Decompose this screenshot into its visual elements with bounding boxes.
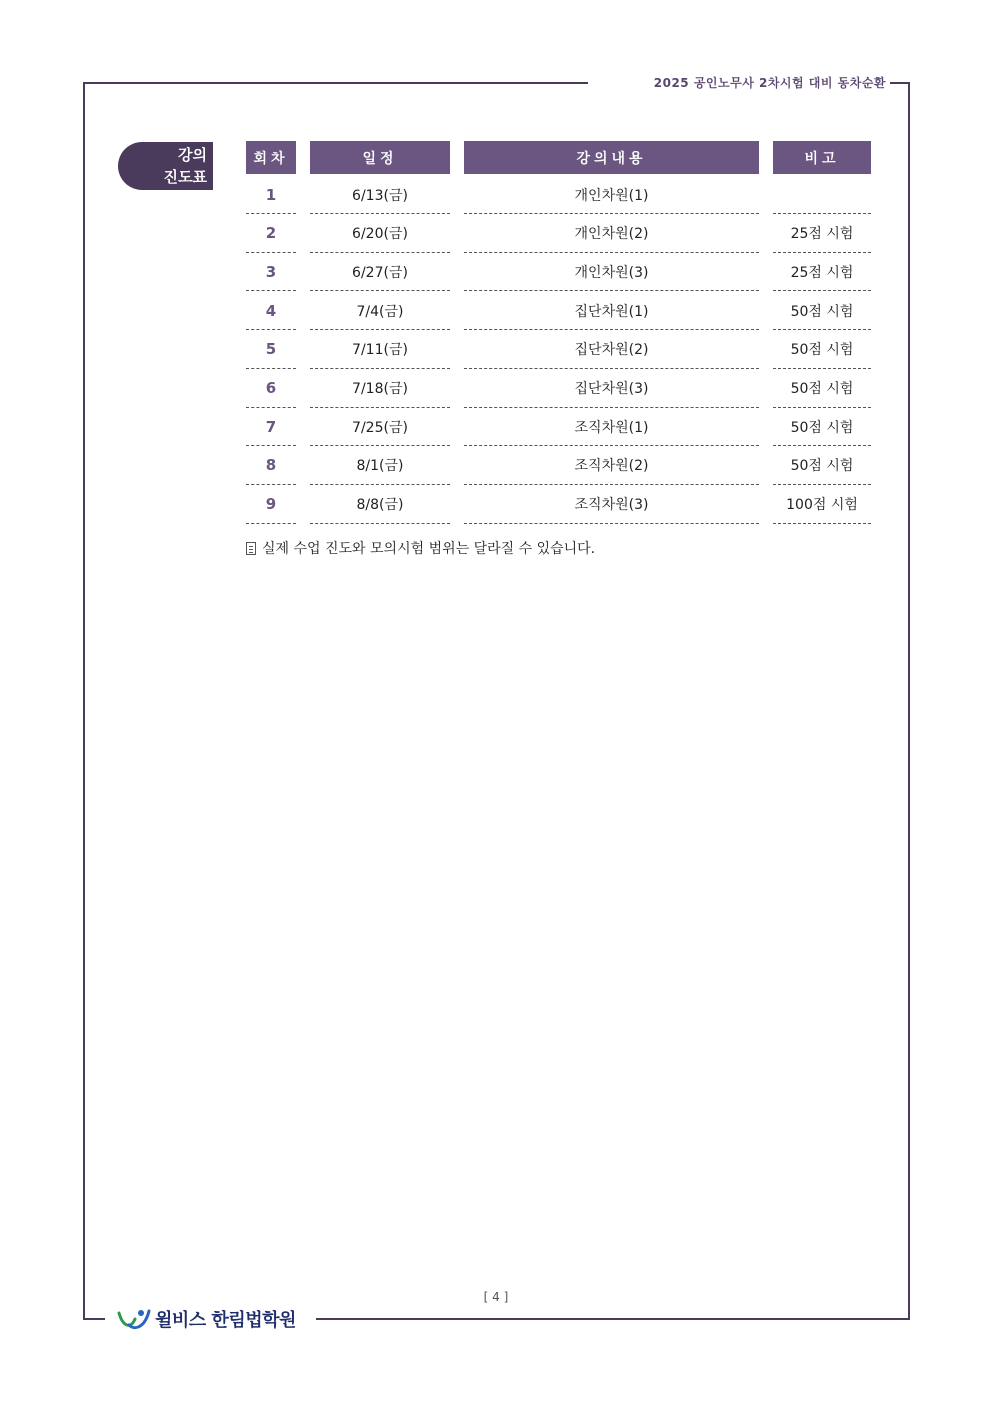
round-cell: 7	[246, 408, 296, 446]
round-cell: 5	[246, 331, 296, 369]
logo	[117, 1306, 296, 1332]
frame-right	[908, 82, 910, 1320]
round-cell: 2	[246, 215, 296, 253]
logo-text: 윌비스 한림법학원	[155, 1310, 296, 1331]
frame-bottom-left	[83, 1318, 105, 1320]
round-cell: 6	[246, 370, 296, 408]
content-cell: 개인차원(1)	[464, 176, 759, 214]
content-cell: 조직차원(1)	[464, 408, 759, 446]
note-text: 실제 수업 진도와 모의시험 범위는 달라질 수 있습니다.	[262, 541, 596, 557]
remarks-cell: 25점 시험	[773, 215, 871, 253]
content-cell: 조직차원(3)	[464, 486, 759, 524]
date-cell: 7/11(금)	[310, 331, 450, 369]
remarks-cell: 50점 시험	[773, 447, 871, 485]
section-badge	[118, 142, 213, 190]
page-number: [ 4 ]	[483, 1290, 509, 1304]
remarks-cell: 50점 시험	[773, 292, 871, 330]
logo-mark-icon	[117, 1307, 151, 1331]
remarks-cell: 50점 시험	[773, 408, 871, 446]
column-header-round: 회차	[246, 141, 296, 174]
note	[246, 538, 595, 558]
content-cell: 개인차원(2)	[464, 215, 759, 253]
column-header-content: 강의내용	[464, 141, 759, 174]
date-cell: 7/18(금)	[310, 370, 450, 408]
date-cell: 6/27(금)	[310, 253, 450, 291]
round-cell: 4	[246, 292, 296, 330]
remarks-cell	[773, 176, 871, 214]
badge-line2: 진도표	[163, 168, 207, 186]
frame-top-left	[83, 82, 588, 84]
remarks-cell: 50점 시험	[773, 370, 871, 408]
header-title: 2025 공인노무사 2차시험 대비 동차순환	[653, 76, 886, 90]
date-cell: 7/4(금)	[310, 292, 450, 330]
date-cell: 8/1(금)	[310, 447, 450, 485]
column-header-remarks: 비고	[773, 141, 871, 174]
content-cell: 집단차원(3)	[464, 370, 759, 408]
column-header-date: 일정	[310, 141, 450, 174]
round-cell: 1	[246, 176, 296, 214]
frame-bottom-right	[316, 1318, 910, 1320]
date-cell: 8/8(금)	[310, 486, 450, 524]
remarks-cell: 25점 시험	[773, 253, 871, 291]
date-cell: 7/25(금)	[310, 408, 450, 446]
content-cell: 집단차원(1)	[464, 292, 759, 330]
date-cell: 6/20(금)	[310, 215, 450, 253]
frame-left	[83, 82, 85, 1320]
content-cell: 조직차원(2)	[464, 447, 759, 485]
remarks-cell: 100점 시험	[773, 486, 871, 524]
round-cell: 9	[246, 486, 296, 524]
remarks-cell: 50점 시험	[773, 331, 871, 369]
content-cell: 개인차원(3)	[464, 253, 759, 291]
frame-top-right	[890, 82, 910, 84]
content-cell: 집단차원(2)	[464, 331, 759, 369]
document-icon	[246, 542, 256, 555]
badge-line1: 강의	[178, 146, 207, 164]
round-cell: 8	[246, 447, 296, 485]
round-cell: 3	[246, 253, 296, 291]
date-cell: 6/13(금)	[310, 176, 450, 214]
